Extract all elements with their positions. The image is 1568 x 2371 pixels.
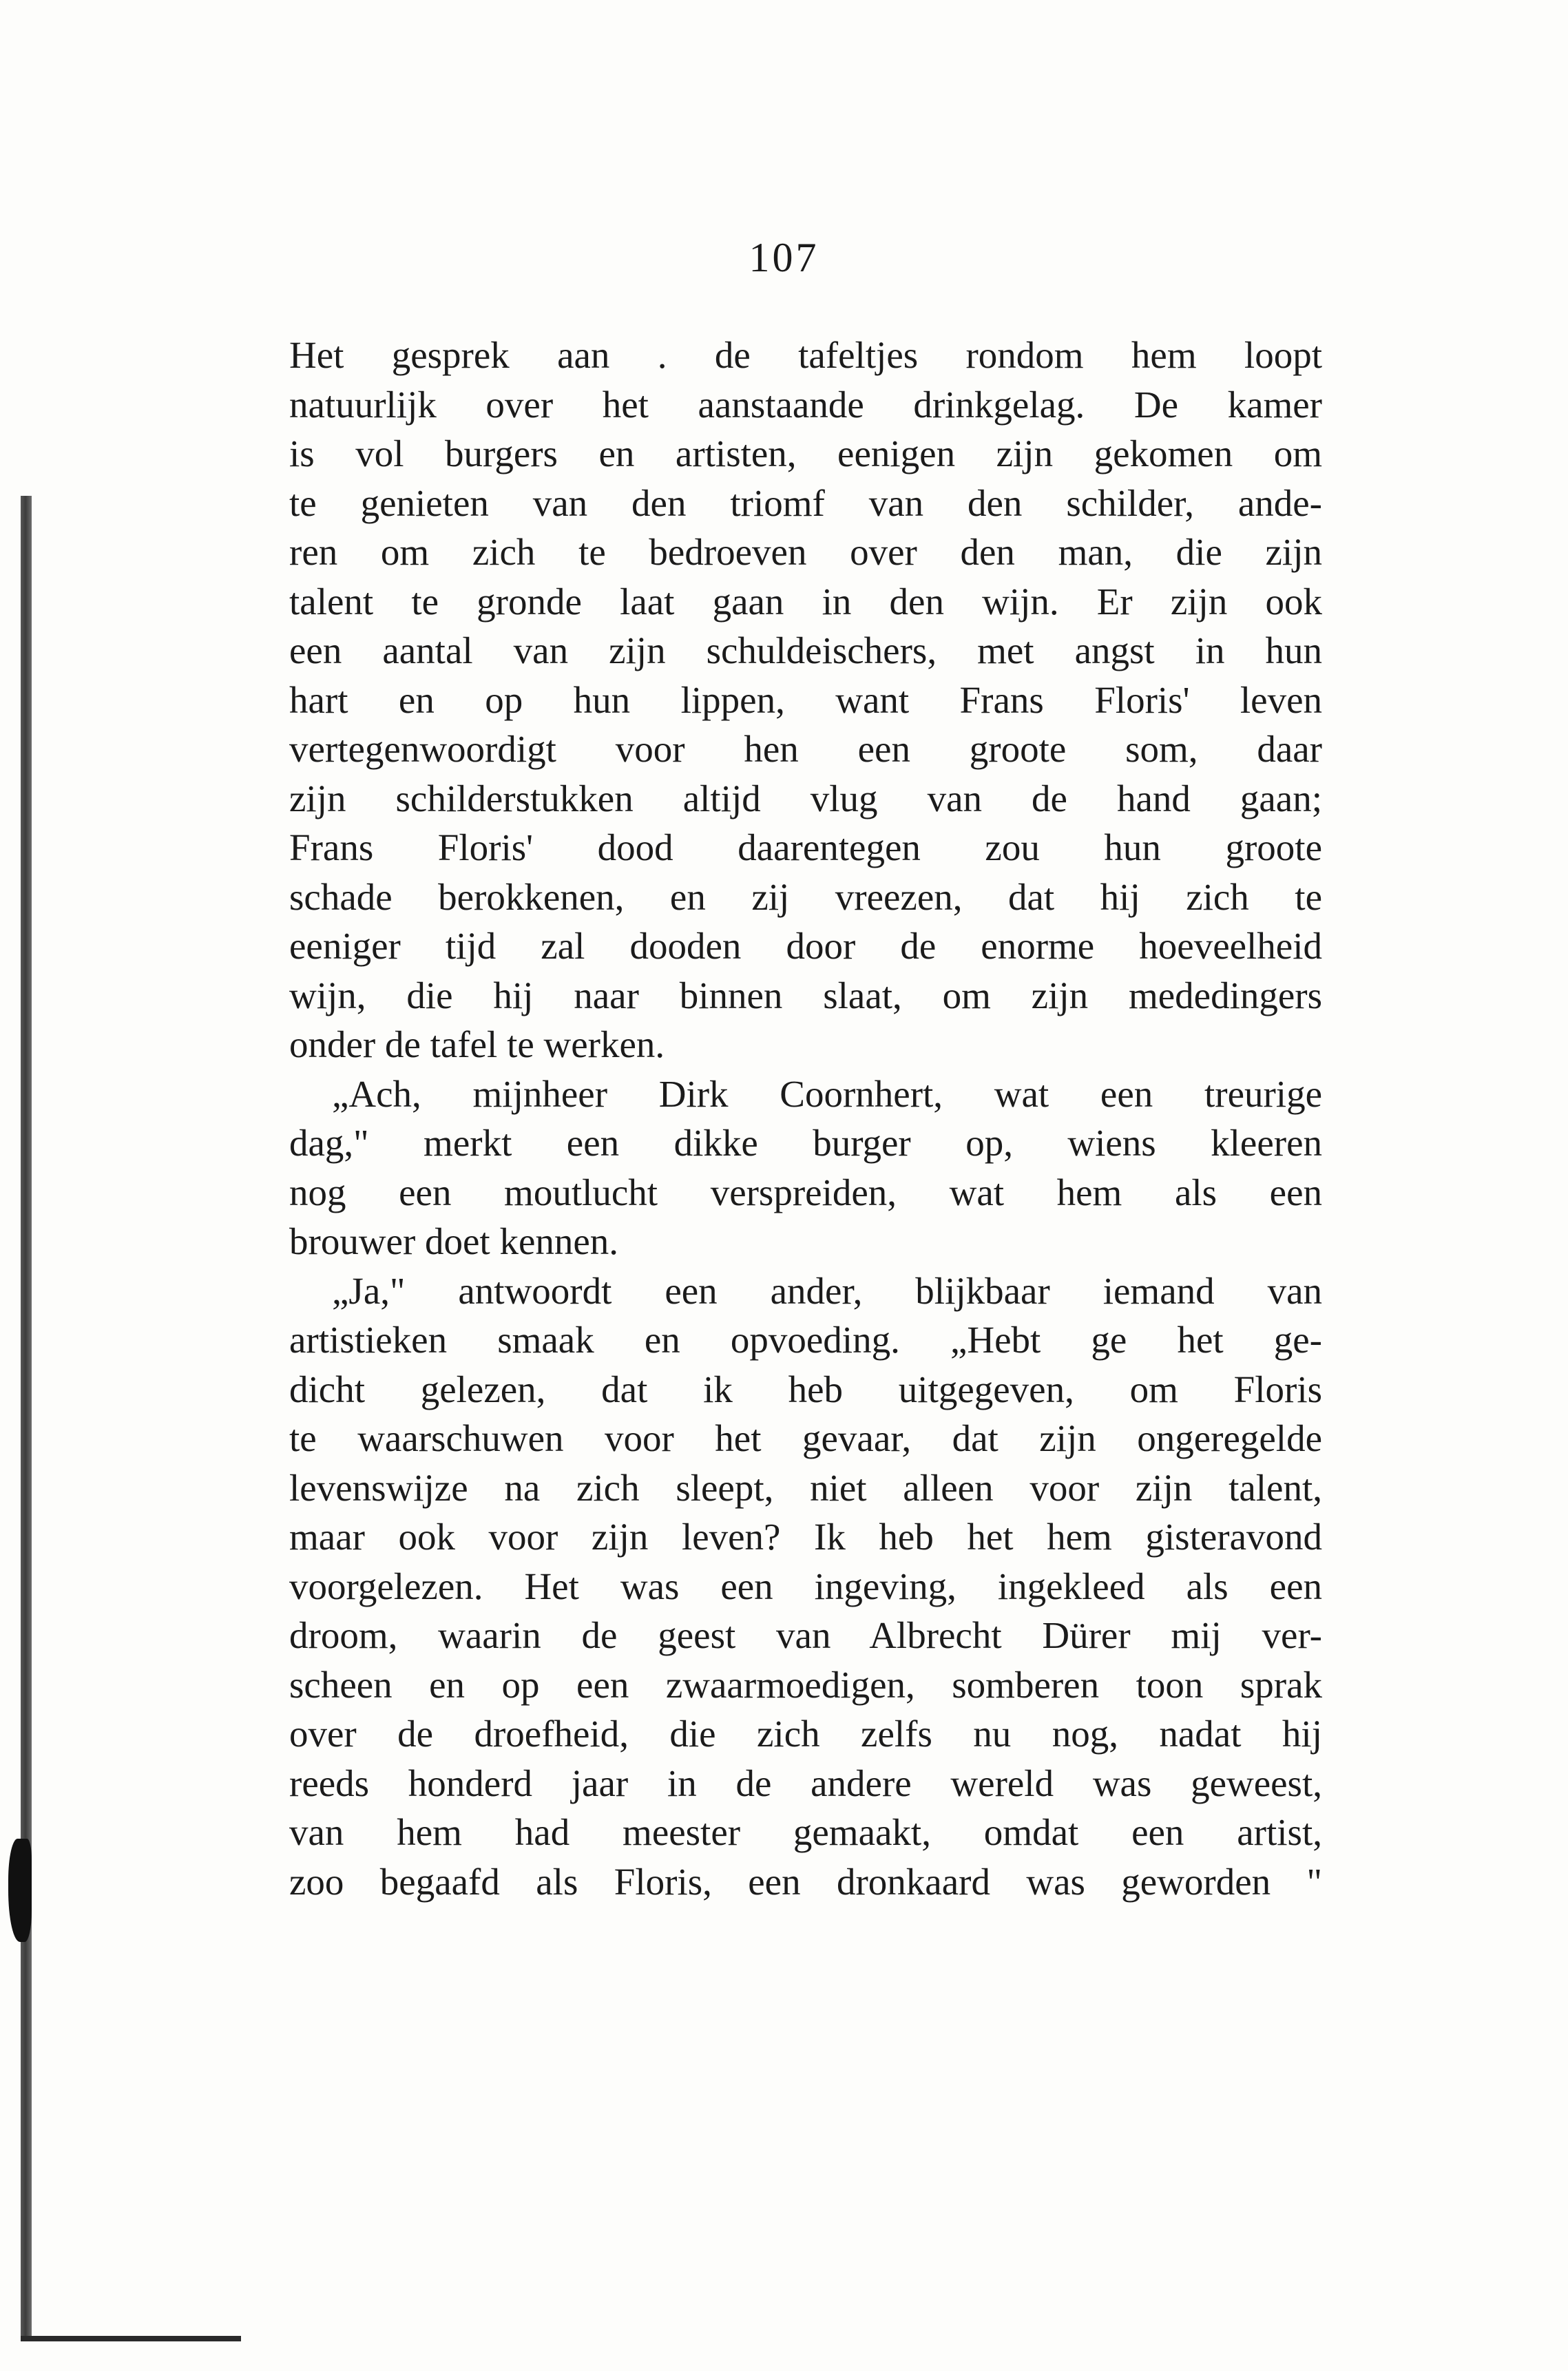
text-line: zijn schilderstukken altijd vlug van de hand gaan; [289, 777, 1322, 819]
text-line: schade berokkenen, en zij vreezen, dat hij zich te [289, 875, 1322, 918]
text-line: natuurlijk over het aanstaande drinkgelag. De kamer [289, 383, 1322, 426]
text-line: talent te gronde laat gaan in den wijn. Er zijn ook [289, 580, 1322, 623]
text-line: artistieken smaak en opvoeding. „Hebt ge het ge- [289, 1319, 1322, 1361]
text-line: ren om zich te bedroeven over den man, die zijn [289, 531, 1322, 573]
text-line: droom, waarin de geest van Albrecht Dürer mij ver- [289, 1614, 1322, 1656]
text-line: vertegenwoordigt voor hen een groote som, daar [289, 728, 1322, 770]
text-line: hart en op hun lippen, want Frans Floris' leven [289, 678, 1322, 721]
text-line: wijn, die hij naar binnen slaat, om zijn mededingers [289, 974, 1322, 1016]
text-line: zoo begaafd als Floris, een dronkaard was geworden " [289, 1860, 1322, 1903]
text-line: te genieten van den triomf van den schilder, ande- [289, 481, 1322, 524]
binding-edge [21, 496, 32, 2341]
text-line: reeds honderd jaar in de andere wereld was geweest, [289, 1762, 1322, 1804]
text-line: een aantal van zijn schuldeischers, met angst in hun [289, 629, 1322, 671]
text-line: nog een moutlucht verspreiden, wat hem als een [289, 1171, 1322, 1213]
text-line: brouwer doet kennen. [289, 1220, 619, 1262]
text-line: maar ook voor zijn leven? Ik heb het hem gisteravond [289, 1516, 1322, 1558]
text-line: dag," merkt een dikke burger op, wiens kleeren [289, 1122, 1322, 1164]
text-line: „Ja," antwoordt een ander, blijkbaar iemand van [332, 1269, 1322, 1312]
page-number: 107 [749, 235, 819, 280]
text-line: over de droefheid, die zich zelfs nu nog, nadat hij [289, 1713, 1322, 1755]
text-line: eeniger tijd zal dooden door de enorme hoeveelheid [289, 925, 1322, 967]
text-line: scheen en op een zwaarmoedigen, somberen toon sprak [289, 1663, 1322, 1706]
text-line: levenswijze na zich sleept, niet alleen voor zijn talent, [289, 1466, 1322, 1509]
text-line: onder de tafel te werken. [289, 1023, 665, 1065]
text-line: van hem had meester gemaakt, omdat een artist, [289, 1811, 1322, 1853]
binding-ink-blot [8, 1839, 32, 1942]
text-line: dicht gelezen, dat ik heb uitgegeven, om Floris [289, 1368, 1322, 1410]
text-line: te waarschuwen voor het gevaar, dat zijn ongeregelde [289, 1417, 1322, 1459]
text-line: is vol burgers en artisten, eenigen zijn gekomen om [289, 432, 1322, 474]
body-text [289, 331, 1322, 1906]
text-line: Het gesprek aan . de tafeltjes rondom hem loopt [289, 334, 1322, 376]
text-line: „Ach, mijnheer Dirk Coornhert, wat een treurige [332, 1072, 1322, 1115]
text-line: Frans Floris' dood daarentegen zou hun groote [289, 826, 1322, 868]
binding-foot-edge [21, 2336, 241, 2341]
text-line: voorgelezen. Het was een ingeving, ingekleed als een [289, 1565, 1322, 1607]
